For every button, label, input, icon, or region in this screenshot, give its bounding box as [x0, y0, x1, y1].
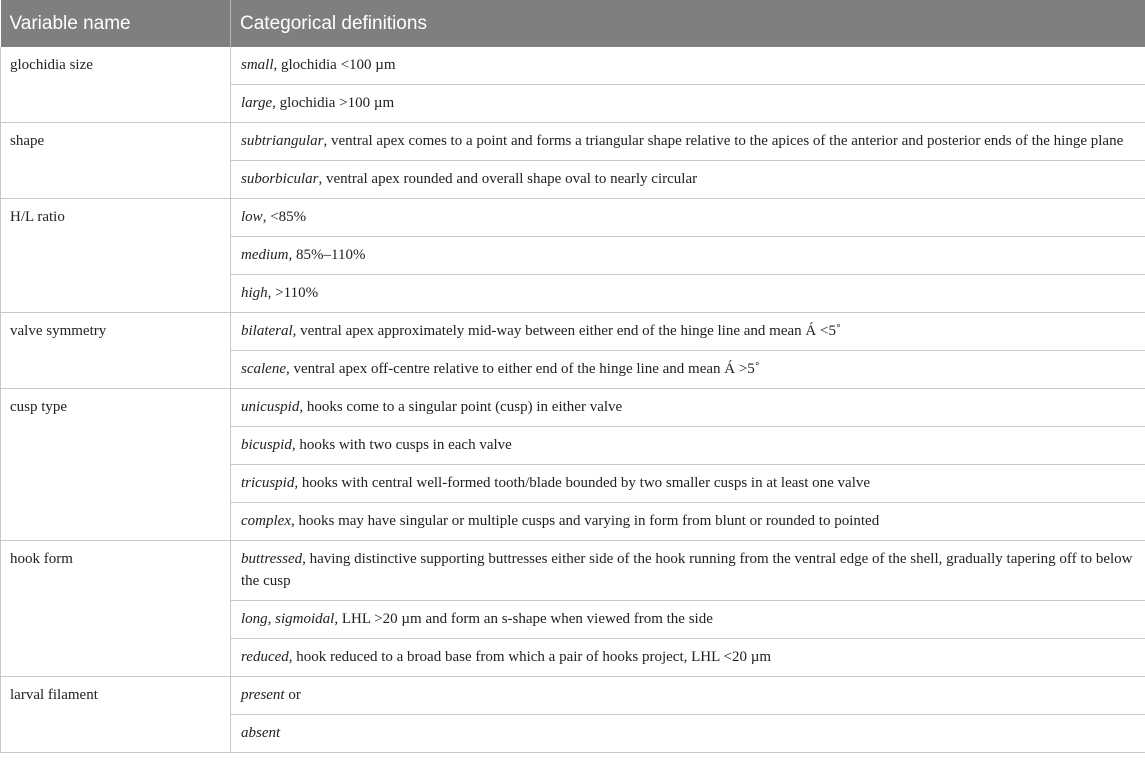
definition-cell	[231, 123, 1145, 161]
definition-separator: ,	[334, 611, 339, 627]
definition-text: >110%	[271, 285, 319, 301]
definition-term: scalene	[241, 361, 286, 377]
definition-term: small	[241, 57, 274, 73]
definition-term: absent	[241, 725, 281, 741]
definition-text: LHL >20 µm and form an s-shape when viewed from the side	[338, 611, 713, 627]
header-variable-name: Variable name	[1, 0, 231, 47]
definition-text: glochidia <100 µm	[277, 57, 396, 73]
definition-text: hooks with two cusps in each valve	[295, 437, 512, 453]
table-row	[1, 677, 1145, 715]
definition-term: medium	[241, 247, 289, 263]
definition-text: ventral apex approximately mid-way between either end of the hinge line and mean Á <5˚	[296, 323, 841, 339]
definition-separator: ,	[267, 285, 272, 301]
table-row	[1, 47, 1145, 85]
definition-separator: ,	[294, 475, 299, 491]
table-row	[1, 313, 1145, 351]
table-row	[1, 541, 1145, 601]
definition-separator: ,	[299, 399, 304, 415]
definition-cell	[231, 389, 1145, 427]
definition-term: complex	[241, 513, 291, 529]
definition-cell	[231, 85, 1145, 123]
definition-separator: ,	[318, 171, 323, 187]
table-row	[1, 199, 1145, 237]
definition-separator: ,	[272, 95, 276, 111]
definition-cell	[231, 639, 1145, 677]
definition-cell	[231, 541, 1145, 601]
definition-term: subtriangular	[241, 133, 324, 149]
table-body	[1, 47, 1145, 753]
definition-cell	[231, 313, 1145, 351]
variable-name-cell: shape	[1, 123, 231, 199]
definition-cell	[231, 715, 1145, 753]
variable-name-cell: valve symmetry	[1, 313, 231, 389]
table-row	[1, 123, 1145, 161]
table-row	[1, 389, 1145, 427]
variable-name-cell: cusp type	[1, 389, 231, 541]
definition-separator: ,	[291, 437, 296, 453]
variable-name-cell: glochidia size	[1, 47, 231, 123]
definition-text: or	[284, 687, 301, 703]
definition-text: hooks with central well-formed tooth/blade bounded by two smaller cusps in at least one valve	[298, 475, 871, 491]
definition-cell	[231, 427, 1145, 465]
table-header	[1, 0, 1145, 47]
variable-name-cell: hook form	[1, 541, 231, 677]
definition-text: <85%	[266, 209, 307, 225]
header-categorical-definitions: Categorical definitions	[231, 0, 1145, 47]
definition-cell	[231, 47, 1145, 85]
definition-term: reduced	[241, 649, 289, 665]
definition-separator: ,	[290, 513, 295, 529]
definition-text: hooks come to a singular point (cusp) in either valve	[303, 399, 623, 415]
definition-cell	[231, 677, 1145, 715]
definition-cell	[231, 199, 1145, 237]
definition-term: tricuspid	[241, 475, 295, 491]
definition-term: unicuspid	[241, 399, 300, 415]
definition-term: large	[241, 95, 273, 111]
variable-name-cell: larval filament	[1, 677, 231, 753]
definition-cell	[231, 503, 1145, 541]
variable-name-cell: H/L ratio	[1, 199, 231, 313]
definition-cell	[231, 465, 1145, 503]
definition-cell	[231, 275, 1145, 313]
definition-separator: ,	[292, 323, 297, 339]
definition-separator: ,	[262, 209, 267, 225]
definition-separator: ,	[288, 247, 293, 263]
definition-cell	[231, 237, 1145, 275]
definition-text: 85%–110%	[292, 247, 366, 263]
definition-separator: ,	[302, 551, 306, 567]
definition-text: hook reduced to a broad base from which a pair of hooks project, LHL <20 µm	[292, 649, 772, 665]
definition-text: ventral apex rounded and overall shape oval to nearly circular	[322, 171, 698, 187]
definition-text: having distinctive supporting buttresses either side of the hook running from the ventral edge of the shell, gradually tapering off to below the cusp	[241, 551, 1133, 589]
definition-term: buttressed	[241, 551, 303, 567]
definition-text: ventral apex off-centre relative to either end of the hinge line and mean Á >5˚	[289, 361, 760, 377]
definition-term: high	[241, 285, 268, 301]
definition-separator: ,	[285, 361, 290, 377]
definition-term: long, sigmoidal	[241, 611, 335, 627]
definition-term: bicuspid	[241, 437, 292, 453]
definition-text: ventral apex comes to a point and forms a triangular shape relative to the apices of the anterior and posterior ends of the hinge plane	[327, 133, 1124, 149]
definition-term: suborbicular	[241, 171, 319, 187]
definition-cell	[231, 161, 1145, 199]
definition-text: hooks may have singular or multiple cusps and varying in form from blunt or rounded to pointed	[294, 513, 880, 529]
definition-cell	[231, 601, 1145, 639]
definition-cell	[231, 351, 1145, 389]
definition-term: low	[241, 209, 263, 225]
definition-separator: ,	[273, 57, 278, 73]
definition-separator: ,	[288, 649, 293, 665]
definition-term: bilateral	[241, 323, 293, 339]
definition-text: glochidia >100 µm	[275, 95, 395, 111]
definition-separator: ,	[323, 133, 328, 149]
header-row	[1, 0, 1145, 47]
definition-term: present	[241, 687, 285, 703]
